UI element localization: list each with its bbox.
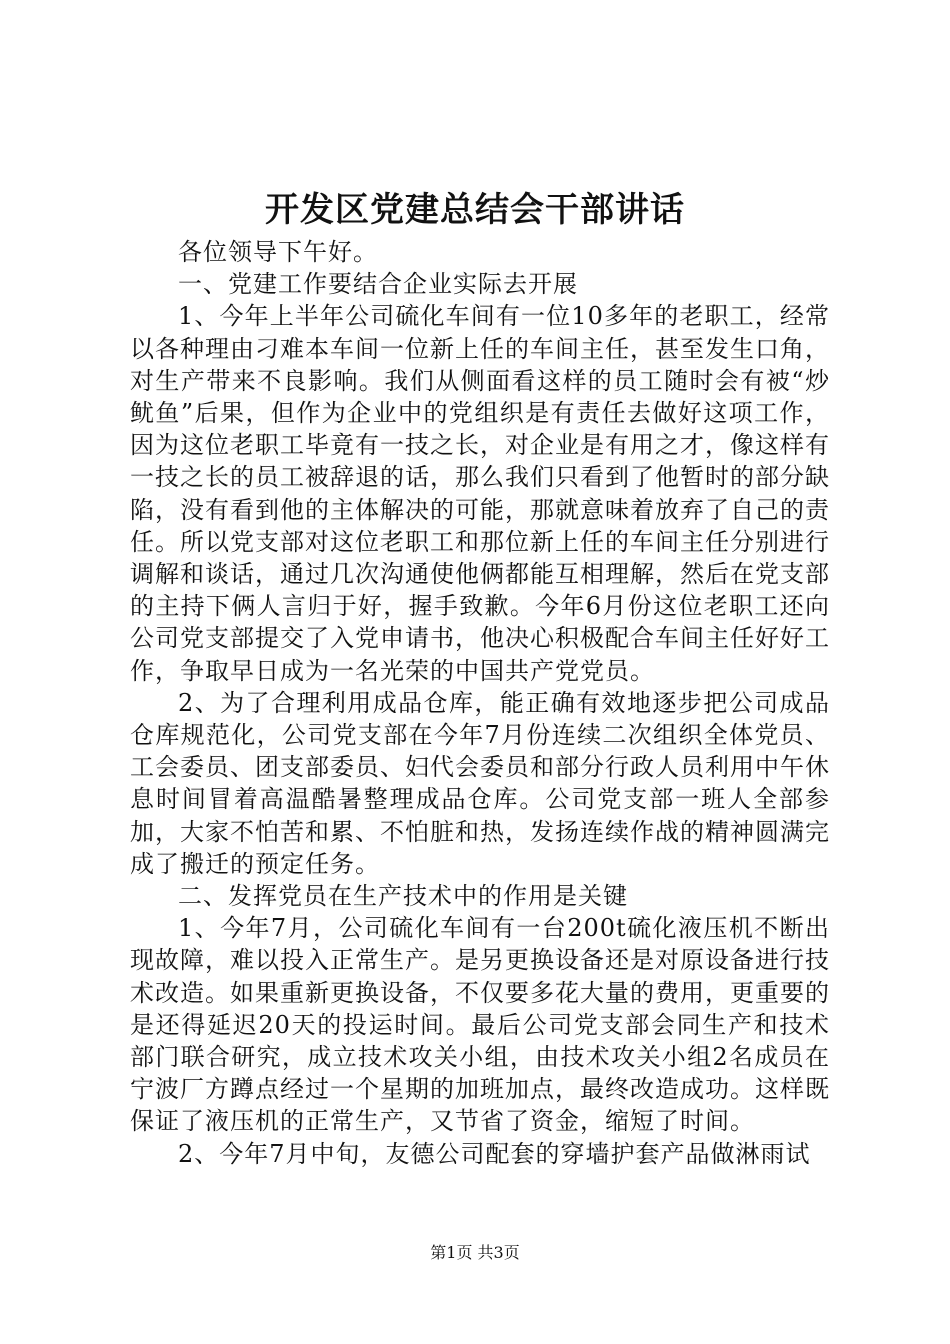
- document-body: [130, 236, 830, 1170]
- greeting-paragraph: 各位领导下午好。: [178, 238, 378, 266]
- document-title: 开发区党建总结会干部讲话: [265, 190, 685, 230]
- body-paragraph: 2、为了合理利用成品仓库，能正确有效地逐步把公司成品仓库规范化，公司党支部在今年7月份连续二次组织全体党员、工会委员、团支部委员、妇代会委员和部分行政人员利用中午休息时间冒着高温酷暑整理成品仓库。公司党支部一班人全部参加，大家不怕苦和累、不怕脏和热，发扬连续作战的精神圆满完成了搬迁的预定任务。: [130, 688, 830, 878]
- page-number-footer: 第1页 共3页: [430, 1243, 520, 1262]
- body-paragraph: 2、今年7月中旬，友德公司配套的穿墙护套产品做淋雨试: [178, 1139, 811, 1168]
- body-paragraph: 1、今年7月，公司硫化车间有一台200t硫化液压机不断出现故障，难以投入正常生产。是另更换设备还是对原设备进行技术改造。如果重新更换设备，不仅要多花大量的费用，更重要的是还得延迟20天的投运时间。最后公司党支部会同生产和技术部门联合研究，成立技术攻关小组，由技术攻关小组2名成员在宁波厂方蹲点经过一个星期的加班加点，最终改造成功。这样既保证了液压机的正常生产，又节省了资金，缩短了时间。: [130, 914, 830, 1136]
- section-heading-1: 一、党建工作要结合企业实际去开展: [178, 270, 578, 299]
- section-heading-2: 二、发挥党员在生产技术中的作用是关键: [178, 882, 628, 911]
- body-paragraph: 1、今年上半年公司硫化车间有一位10多年的老职工，经常以各种理由刁难本车间一位新上任的车间主任，甚至发生口角，对生产带来不良影响。我们从侧面看这样的员工随时会有被“炒鱿鱼”后果，但作为企业中的党组织是有责任去做好这项工作，因为这位老职工毕竟有一技之长，对企业是有用之才，像这样有一技之长的员工被辞退的话，那么我们只看到了他暂时的部分缺陷，没有看到他的主体解决的可能，那就意味着放弃了自己的责任。所以党支部对这位老职工和那位新上任的车间主任分别进行调解和谈话，通过几次沟通使他俩都能互相理解，然后在党支部的主持下俩人言归于好，握手致歉。今年6月份这位老职工还向公司党支部提交了入党申请书，他决心积极配合车间主任好好工作，争取早日成为一名光荣的中国共产党党员。: [130, 302, 830, 685]
